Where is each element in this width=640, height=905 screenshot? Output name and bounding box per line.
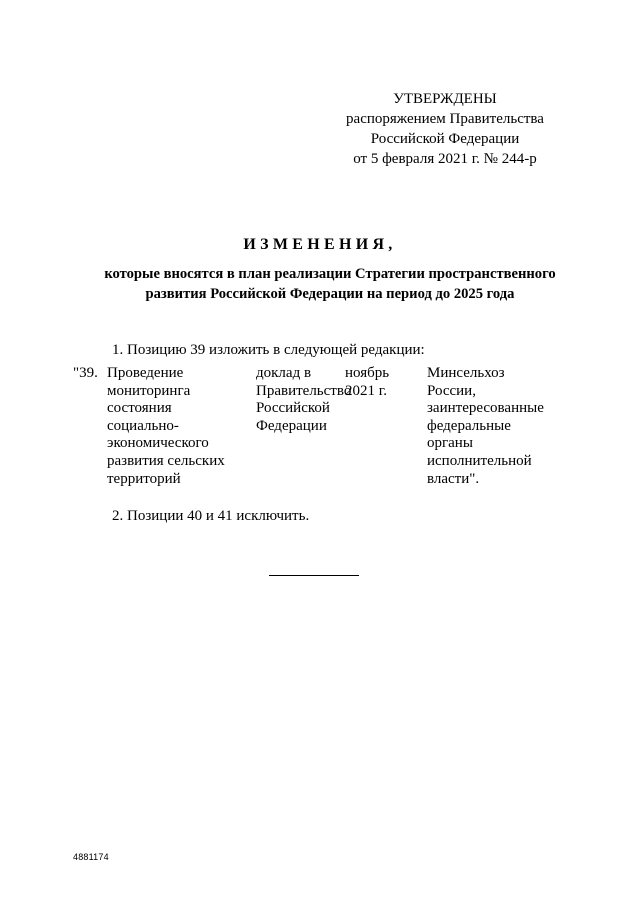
responsible-line: России, <box>427 382 476 399</box>
approval-date-number: от 5 февраля 2021 г. № 244-р <box>353 151 537 167</box>
event-line: мониторинга <box>107 382 191 399</box>
event-line: развития сельских <box>107 452 225 469</box>
responsible-line: исполнительной <box>427 452 532 469</box>
event-line: состояния <box>107 400 172 417</box>
responsible-line: власти". <box>427 470 480 487</box>
approval-heading: УТВЕРЖДЕНЫ <box>393 91 497 107</box>
closing-divider <box>269 575 359 576</box>
document-code: 4881174 <box>73 852 109 862</box>
paragraph-2: 2. Позиции 40 и 41 исключить. <box>112 508 310 524</box>
term-line: 2021 г. <box>345 382 387 399</box>
approval-line: распоряжением Правительства <box>346 111 544 127</box>
event-line: социально- <box>107 417 179 434</box>
approval-line: Российской Федерации <box>370 131 520 147</box>
form-line: доклад в <box>256 365 312 381</box>
responsible-line: федеральные <box>427 417 511 434</box>
approval-stamp <box>330 89 560 169</box>
position-form <box>256 365 351 435</box>
form-line: Правительство <box>256 382 352 399</box>
position-term <box>345 365 389 400</box>
document-subtitle <box>60 264 600 304</box>
position-number <box>73 365 98 383</box>
subtitle-line: которые вносятся в план реализации Стратегии пространственного <box>104 266 556 282</box>
position-responsible <box>427 365 544 488</box>
event-line: Проведение <box>107 365 184 381</box>
responsible-line: органы <box>427 435 473 452</box>
responsible-line: заинтересованные <box>427 400 544 417</box>
position-number-text: "39. <box>73 365 98 381</box>
term-line: ноябрь <box>345 365 390 381</box>
position-event <box>107 365 225 488</box>
event-line: территорий <box>107 470 181 487</box>
form-line: Федерации <box>256 417 327 434</box>
event-line: экономического <box>107 435 209 452</box>
document-title: ИЗМЕНЕНИЯ, <box>243 236 397 253</box>
form-line: Российской <box>256 400 330 417</box>
subtitle-line: развития Российской Федерации на период до 2025 года <box>145 286 515 302</box>
responsible-line: Минсельхоз <box>427 365 505 381</box>
paragraph-1: 1. Позицию 39 изложить в следующей редакции: <box>112 342 425 358</box>
